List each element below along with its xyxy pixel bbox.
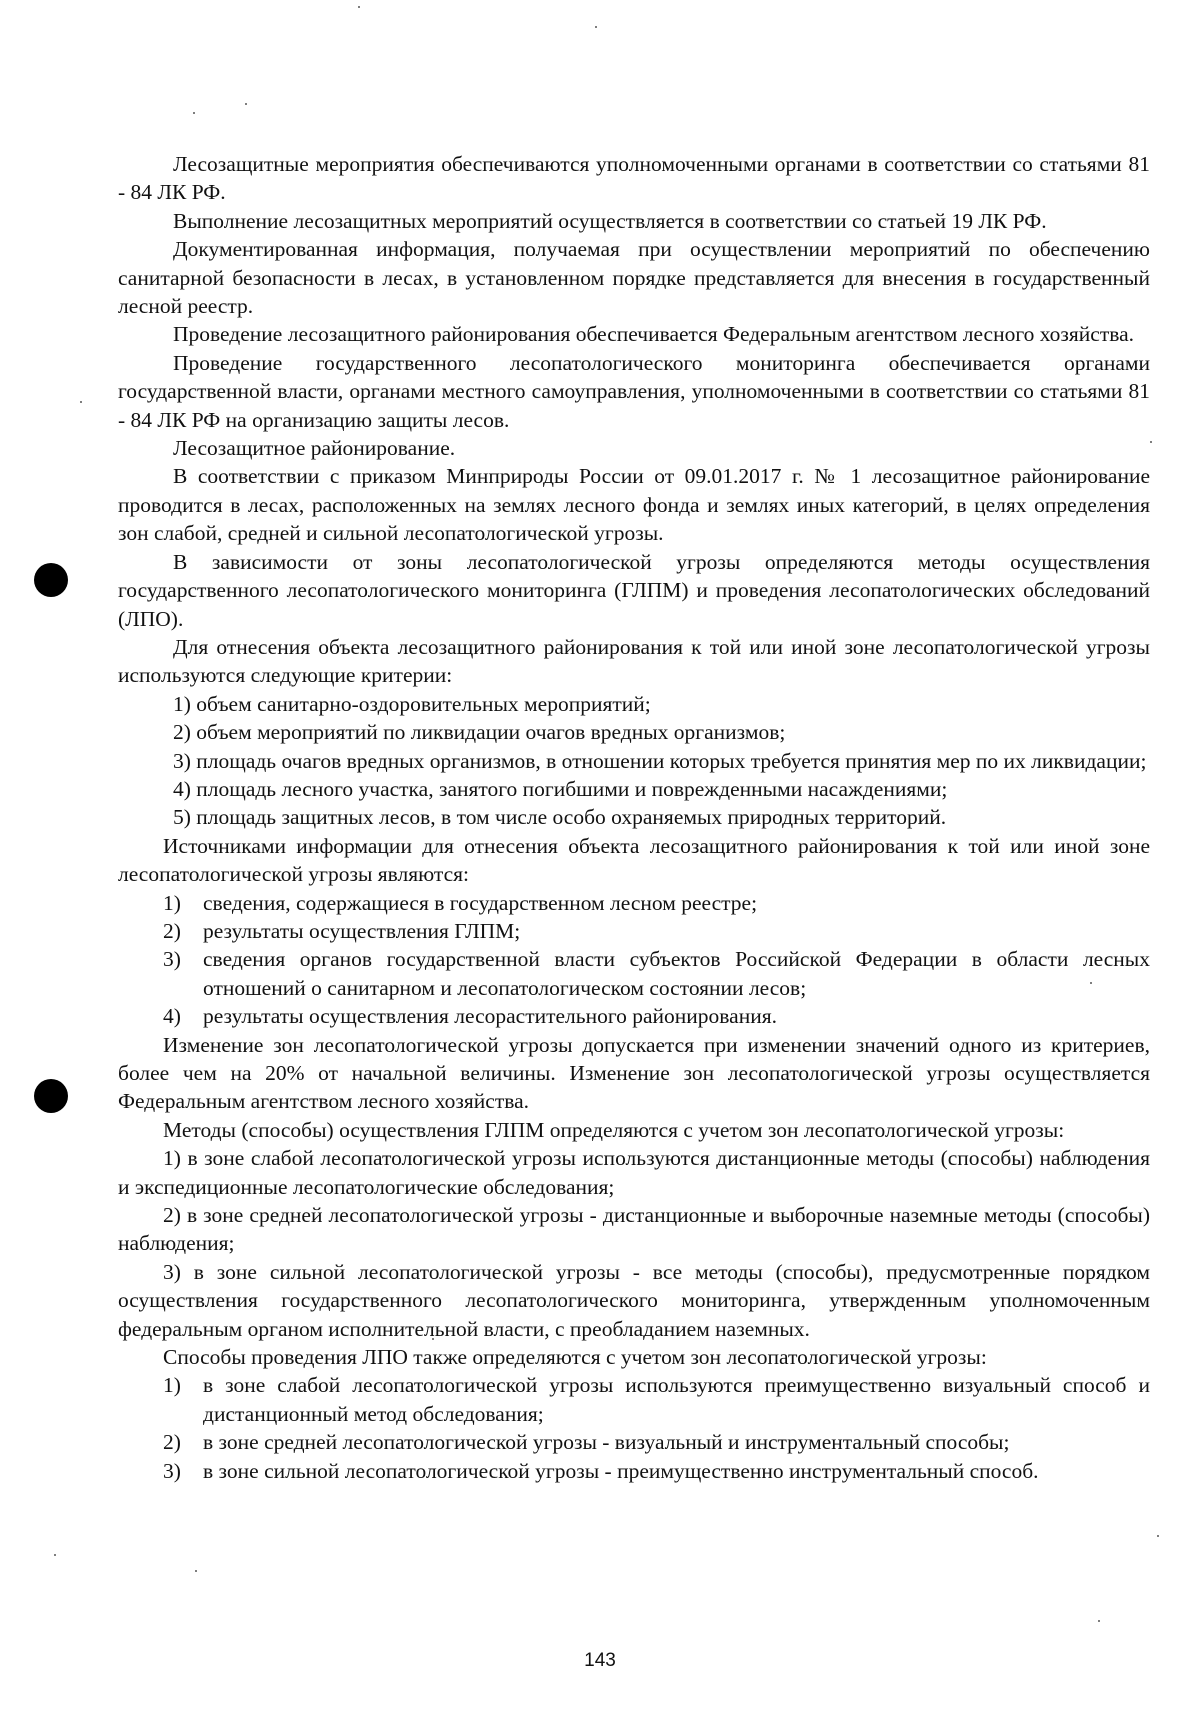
document-body (118, 150, 1150, 1485)
item-text: в зоне слабой лесопатологической угрозы используются преимущественно визуальный способ и дистанционный метод обследования; (203, 1373, 1150, 1426)
lpo-item (163, 1428, 1150, 1456)
sources-item (163, 889, 1150, 917)
scan-speck (195, 1570, 197, 1572)
scan-speck (245, 103, 247, 105)
paragraph: Проведение государственного лесопатологического мониторинга обеспечивается органами государственной власти, органами местного самоуправления, уполномоченными в соответствии со статьями 81 - 84 ЛК РФ на организацию защиты лесов. (118, 350, 1150, 432)
binder-hole-mark (34, 563, 68, 597)
paragraph: Проведение лесозащитного районирования обеспечивается Федеральным агентством лесного хозяйства. (173, 322, 1135, 347)
binder-hole-mark (34, 1079, 68, 1113)
item-number: 3) (163, 947, 181, 972)
item-number: 2) (163, 1430, 181, 1455)
item-text: в зоне сильной лесопатологической угрозы - преимущественно инструментальный способ. (203, 1458, 1039, 1483)
paragraph: Документированная информация, получаемая при осуществлении мероприятий по обеспечению санитарной безопасности в лесах, в установленном порядке представляется для внесения в государственный лесной реестр. (118, 237, 1150, 319)
scan-speck (595, 26, 597, 28)
item-number: 4) (163, 1004, 181, 1029)
methods-item: 3) в зоне сильной лесопатологической угрозы - все методы (способы), предусмотренные порядком осуществления государственного лесопатологического мониторинга, утвержденным уполномоченным федеральным органом исполнительной власти, с преобладанием наземных. (118, 1259, 1150, 1341)
scan-speck (358, 6, 360, 8)
paragraph: Способы проведения ЛПО также определяются с учетом зон лесопатологической угрозы: (163, 1345, 987, 1370)
scan-speck (80, 401, 82, 403)
scan-speck (1098, 1620, 1100, 1622)
paragraph: Для отнесения объекта лесозащитного районирования к той или иной зоне лесопатологической угрозы используются следующие критерии: (118, 634, 1150, 688)
lpo-item (163, 1457, 1150, 1485)
methods-item: 2) в зоне средней лесопатологической угрозы - дистанционные и выборочные наземные методы (способы) наблюдения; (118, 1203, 1150, 1256)
methods-item: 1) в зоне слабой лесопатологической угрозы используются дистанционные методы (способы) наблюдения и экспедиционные лесопатологические обследования; (118, 1146, 1150, 1199)
paragraph: Методы (способы) осуществления ГЛПМ определяются с учетом зон лесопатологической угрозы: (163, 1117, 1065, 1142)
criteria-item: 3) площадь очагов вредных организмов, в отношении которых требуется принятия мер по их ликвидации; (173, 748, 1147, 773)
paragraph: В соответствии с приказом Минприроды России от 09.01.2017 г. № 1 лесозащитное районирование проводится в лесах, расположенных на землях лесного фонда и землях иных категорий, в целях определения зон слабой, средней и сильной лесопатологической угрозы. (118, 464, 1150, 546)
section-heading: Лесозащитное районирование. (173, 436, 456, 461)
sources-item (163, 945, 1150, 1002)
scan-speck (54, 1554, 56, 1556)
paragraph: Лесозащитные мероприятия обеспечиваются уполномоченными органами в соответствии со статьями 81 - 84 ЛК РФ. (118, 152, 1150, 205)
item-text: результаты осуществления ГЛПМ; (203, 918, 521, 943)
page-number: 143 (584, 1650, 616, 1671)
paragraph: Выполнение лесозащитных мероприятий осуществляется в соответствии со статьей 19 ЛК РФ. (173, 208, 1047, 233)
scan-speck (1150, 441, 1152, 443)
criteria-item: 4) площадь лесного участка, занятого погибшими и поврежденными насаждениями; (173, 776, 948, 801)
item-number: 1) (163, 1373, 181, 1398)
item-text: сведения, содержащиеся в государственном лесном реестре; (203, 890, 758, 915)
paragraph: Источниками информации для отнесения объекта лесозащитного районирования к той или иной зоне лесопатологической угрозы являются: (118, 833, 1150, 887)
paragraph: Изменение зон лесопатологической угрозы допускается при изменении значений одного из критериев, более чем на 20% от начальной величины. Изменение зон лесопатологической угрозы осуществляется Федеральным агентством лесного хозяйства. (118, 1032, 1150, 1114)
item-number: 1) (163, 890, 181, 915)
scan-speck (193, 112, 195, 114)
criteria-item: 2) объем мероприятий по ликвидации очагов вредных организмов; (173, 720, 786, 745)
item-text: сведения органов государственной власти субъектов Российской Федерации в области лесных отношений о санитарном и лесопатологическом состоянии лесов; (203, 947, 1150, 1000)
lpo-item (163, 1371, 1150, 1428)
sources-item (163, 1002, 1150, 1030)
paragraph: В зависимости от зоны лесопатологической угрозы определяются методы осуществления государственного лесопатологического мониторинга (ГЛПМ) и проведения лесопатологических обследований (ЛПО). (118, 549, 1150, 631)
item-number: 3) (163, 1458, 181, 1483)
item-number: 2) (163, 918, 181, 943)
criteria-item: 5) площадь защитных лесов, в том числе особо охраняемых природных территорий. (173, 805, 947, 830)
sources-item (163, 917, 1150, 945)
criteria-item: 1) объем санитарно-оздоровительных мероприятий; (173, 691, 651, 716)
scan-speck (1157, 1535, 1159, 1537)
item-text: в зоне средней лесопатологической угрозы - визуальный и инструментальный способы; (203, 1430, 1010, 1455)
item-text: результаты осуществления лесорастительного районирования. (203, 1004, 777, 1029)
